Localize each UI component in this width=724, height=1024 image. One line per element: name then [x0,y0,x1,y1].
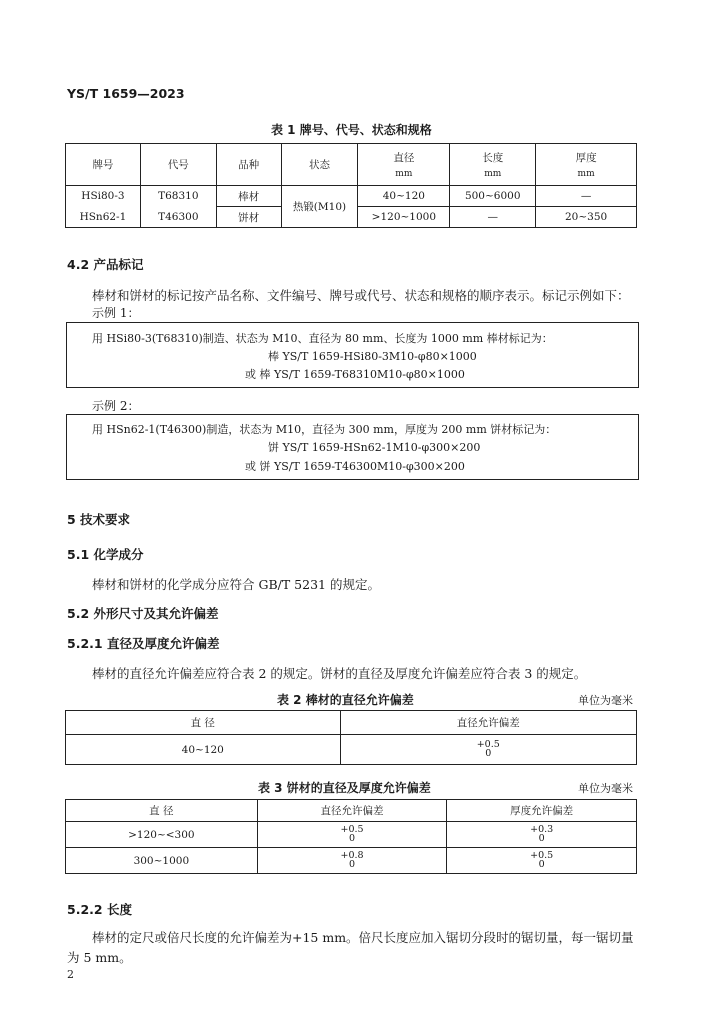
unit-label: mm [484,169,502,179]
section-5-1-text: 棒材和饼材的化学成分应符合 GB/T 5231 的规定。 [92,577,380,592]
page-number: 2 [67,968,74,981]
table-cell: +0.8 0 [257,848,447,874]
table-cell: 40~120 [358,186,450,207]
section-5-2-1-text: 棒材的直径允许偏差应符合表 2 的规定。饼材的直径及厚度允许偏差应符合表 3 的规定。 [92,666,587,681]
table3 [65,799,637,874]
section-5-2-2-title: 5.2.2 长度 [67,902,132,917]
table1-header-code: 代号 [140,144,216,186]
section-5-2-1-title: 5.2.1 直径及厚度允许偏差 [67,636,220,651]
table-cell: +0.5 0 [447,848,637,874]
table-cell: T68310 [140,186,216,207]
table-cell: 棒材 [216,186,281,207]
table1-header-length: 长度 mm [450,144,536,186]
table-cell: 40~120 [66,735,341,765]
table1-header-state: 状态 [281,144,358,186]
table-cell: +0.5 0 [257,822,447,848]
table-cell: >120~1000 [358,207,450,228]
table-cell: +0.5 0 [340,735,636,765]
table1-header-thickness: 厚度 mm [536,144,637,186]
section-5-2-title: 5.2 外形尺寸及其允许偏差 [67,606,219,621]
table2 [65,710,637,765]
table-cell: 20~350 [536,207,637,228]
example1-alt-mark: 或 棒 YS/T 1659-T68310M10-φ80×1000 [245,368,465,381]
section-5-title: 5 技术要求 [67,512,131,527]
document-header: YS/T 1659—2023 [67,86,185,101]
table-cell: 500~6000 [450,186,536,207]
table2-header-tolerance: 直径允许偏差 [340,711,636,735]
table-cell: +0.3 0 [447,822,637,848]
table1-caption: 表 1 牌号、代号、状态和规格 [271,123,432,137]
table-cell: — [536,186,637,207]
table-cell: >120~<300 [66,822,258,848]
table-cell: 300~1000 [66,848,258,874]
table-cell: HSn62-1 [66,207,141,228]
table-cell: 热锻(M10) [281,186,358,228]
unit-label: mm [395,169,413,179]
unit-label: mm [577,169,595,179]
table1 [65,143,637,228]
section-5-2-2-text-cont: 为 5 mm。 [67,950,132,965]
table3-header-diameter-tolerance: 直径允许偏差 [257,800,447,822]
table-cell: — [450,207,536,228]
table1-header-grade: 牌号 [66,144,141,186]
table-cell: HSi80-3 [66,186,141,207]
example1-line: 用 HSi80-3(T68310)制造、状态为 M10、直径为 80 mm、长度为 1000 mm 棒材标记为： [92,332,553,345]
example2-line: 用 HSn62-1(T46300)制造，状态为 M10，直径为 300 mm，厚度为 200 mm 饼材标记为： [92,423,557,436]
example1-label: 示例 1： [92,306,140,320]
table-cell: T46300 [140,207,216,228]
table3-header-diameter: 直 径 [66,800,258,822]
example2-alt-mark: 或 饼 YS/T 1659-T46300M10-φ300×200 [245,460,465,473]
table2-caption: 表 2 棒材的直径允许偏差 [277,693,414,707]
table1-header-variety: 品种 [216,144,281,186]
table2-header-diameter: 直 径 [66,711,341,735]
example2-label: 示例 2： [92,399,140,413]
table1-header-diameter: 直径 mm [358,144,450,186]
example2-mark: 饼 YS/T 1659-HSn62-1M10-φ300×200 [268,441,481,454]
table3-caption: 表 3 饼材的直径及厚度允许偏差 [258,781,431,795]
section-5-1-title: 5.1 化学成分 [67,547,144,562]
example1-mark: 棒 YS/T 1659-HSi80-3M10-φ80×1000 [268,350,477,363]
table3-unit: 单位为毫米 [578,782,633,795]
section-4-2-text: 棒材和饼材的标记按产品名称、文件编号、牌号或代号、状态和规格的顺序表示。标记示例如下： [92,288,630,303]
table-cell: 饼材 [216,207,281,228]
table3-header-thickness-tolerance: 厚度允许偏差 [447,800,637,822]
section-5-2-2-text: 棒材的定尺或倍尺长度的允许偏差为+15 mm。倍尺长度应加入锯切分段时的锯切量，每一锯切量 [92,930,634,945]
section-4-2-title: 4.2 产品标记 [67,257,144,272]
table2-unit: 单位为毫米 [578,694,633,707]
